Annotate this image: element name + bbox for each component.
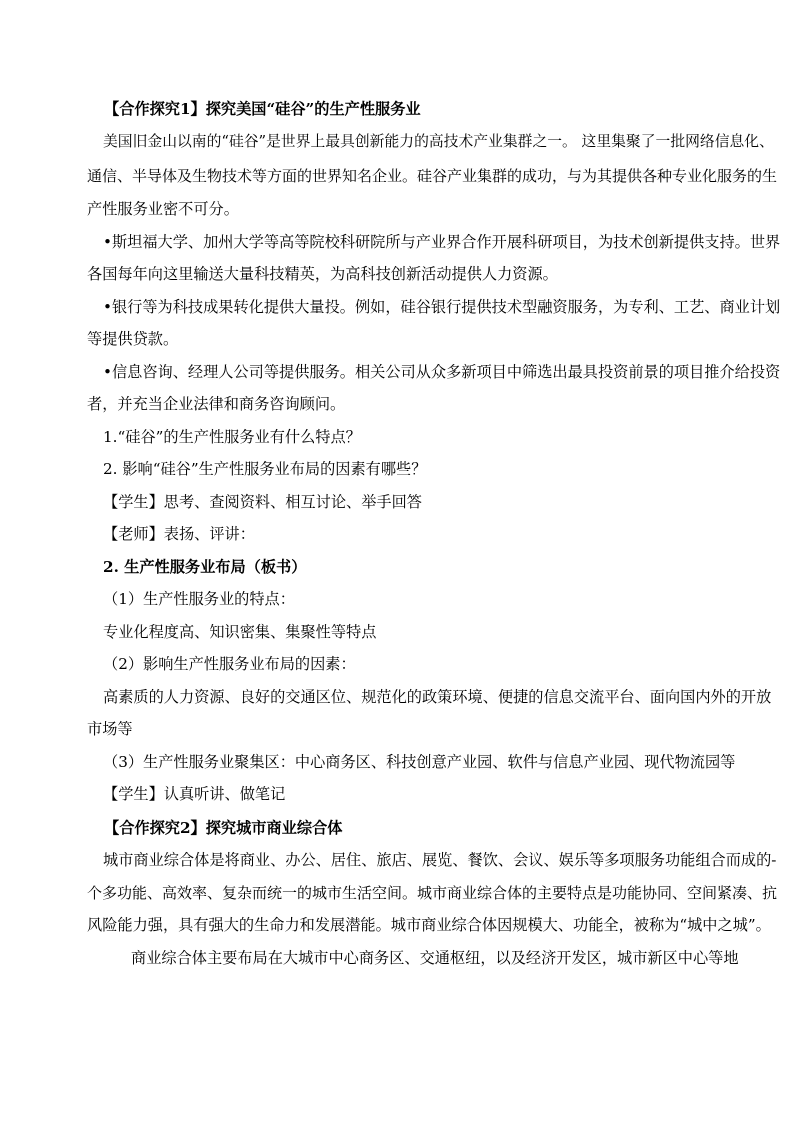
section2-intro-line2: 个多功能、高效率、复杂而统一的城市生活空间。城市商业综合体的主要特点是功能协同、空间紧凑、抗 [87,884,778,902]
section1-heading: 【合作探究1】探究美国“硅谷”的生产性服务业 [104,100,421,118]
point1-text: 专业化程度高、知识密集、集聚性等特点 [103,623,377,641]
teacher-response: 【老师】表扬、评讲： [103,525,255,543]
bullet1-line1: •斯坦福大学、加州大学等高等院校科研院所与产业界合作开展科研项目，为技术创新提供支持。世界 [103,233,781,251]
section2-heading: 【合作探究2】探究城市商业综合体 [104,819,343,837]
student-response-2: 【学生】认真听讲、做笔记 [103,785,286,803]
section2-intro-line3: 风险能力强，具有强大的生命力和发展潜能。城市商业综合体因规模大、功能全，被称为“城中之城”。 [87,916,771,934]
section1-intro-line3: 产性服务业密不可分。 [87,200,239,218]
point2-label: （2）影响生产性服务业布局的因素： [103,655,356,673]
section1-intro-line2: 通信、半导体及生物技术等方面的世界知名企业。硅谷产业集群的成功，与为其提供各种专业化服务的生 [87,167,778,185]
section2-layout: 商业综合体主要布局在大城市中心商务区、交通枢纽，以及经济开发区，城市新区中心等地 [131,949,739,967]
board-title: 2. 生产性服务业布局（板书） [103,558,307,576]
section1-intro-line1: 美国旧金山以南的“硅谷”是世界上最具创新能力的高技术产业集群之一。 这里集聚了一批网络信息化、 [103,133,774,150]
point2-text-line1: 高素质的人力资源、良好的交通区位、规范化的政策环境、便捷的信息交流平台、面向国内外的开放 [103,688,772,706]
bullet2-line2: 等提供贷款。 [87,330,179,348]
student-response-1: 【学生】思考、查阅资料、相互讨论、举手回答 [103,493,422,511]
bullet1-line2: 各国每年向这里输送大量科技精英，为高科技创新活动提供人力资源。 [87,265,558,283]
point2-text-line2: 市场等 [87,720,133,738]
bullet2-line1: •银行等为科技成果转化提供大量投。例如，硅谷银行提供技术型融资服务，为专利、工艺、商业计划 [103,298,781,316]
bullet3-line1: •信息咨询、经理人公司等提供服务。相关公司从众多新项目中筛选出最具投资前景的项目推介给投资 [103,363,781,381]
question-1: 1.“硅谷”的生产性服务业有什么特点？ [103,428,361,446]
question-2: 2. 影响“硅谷”生产性服务业布局的因素有哪些？ [103,460,427,478]
bullet3-line2: 者，并充当企业法律和商务咨询顾问。 [87,395,346,413]
section2-intro-line1: 城市商业综合体是将商业、办公、居住、旅店、展览、餐饮、会议、娱乐等多项服务功能组合而成的- [103,851,777,869]
point3: （3）生产性服务业聚集区：中心商务区、科技创意产业园、软件与信息产业园、现代物流园等 [103,753,736,771]
point1-label: （1）生产性服务业的特点： [103,590,295,608]
